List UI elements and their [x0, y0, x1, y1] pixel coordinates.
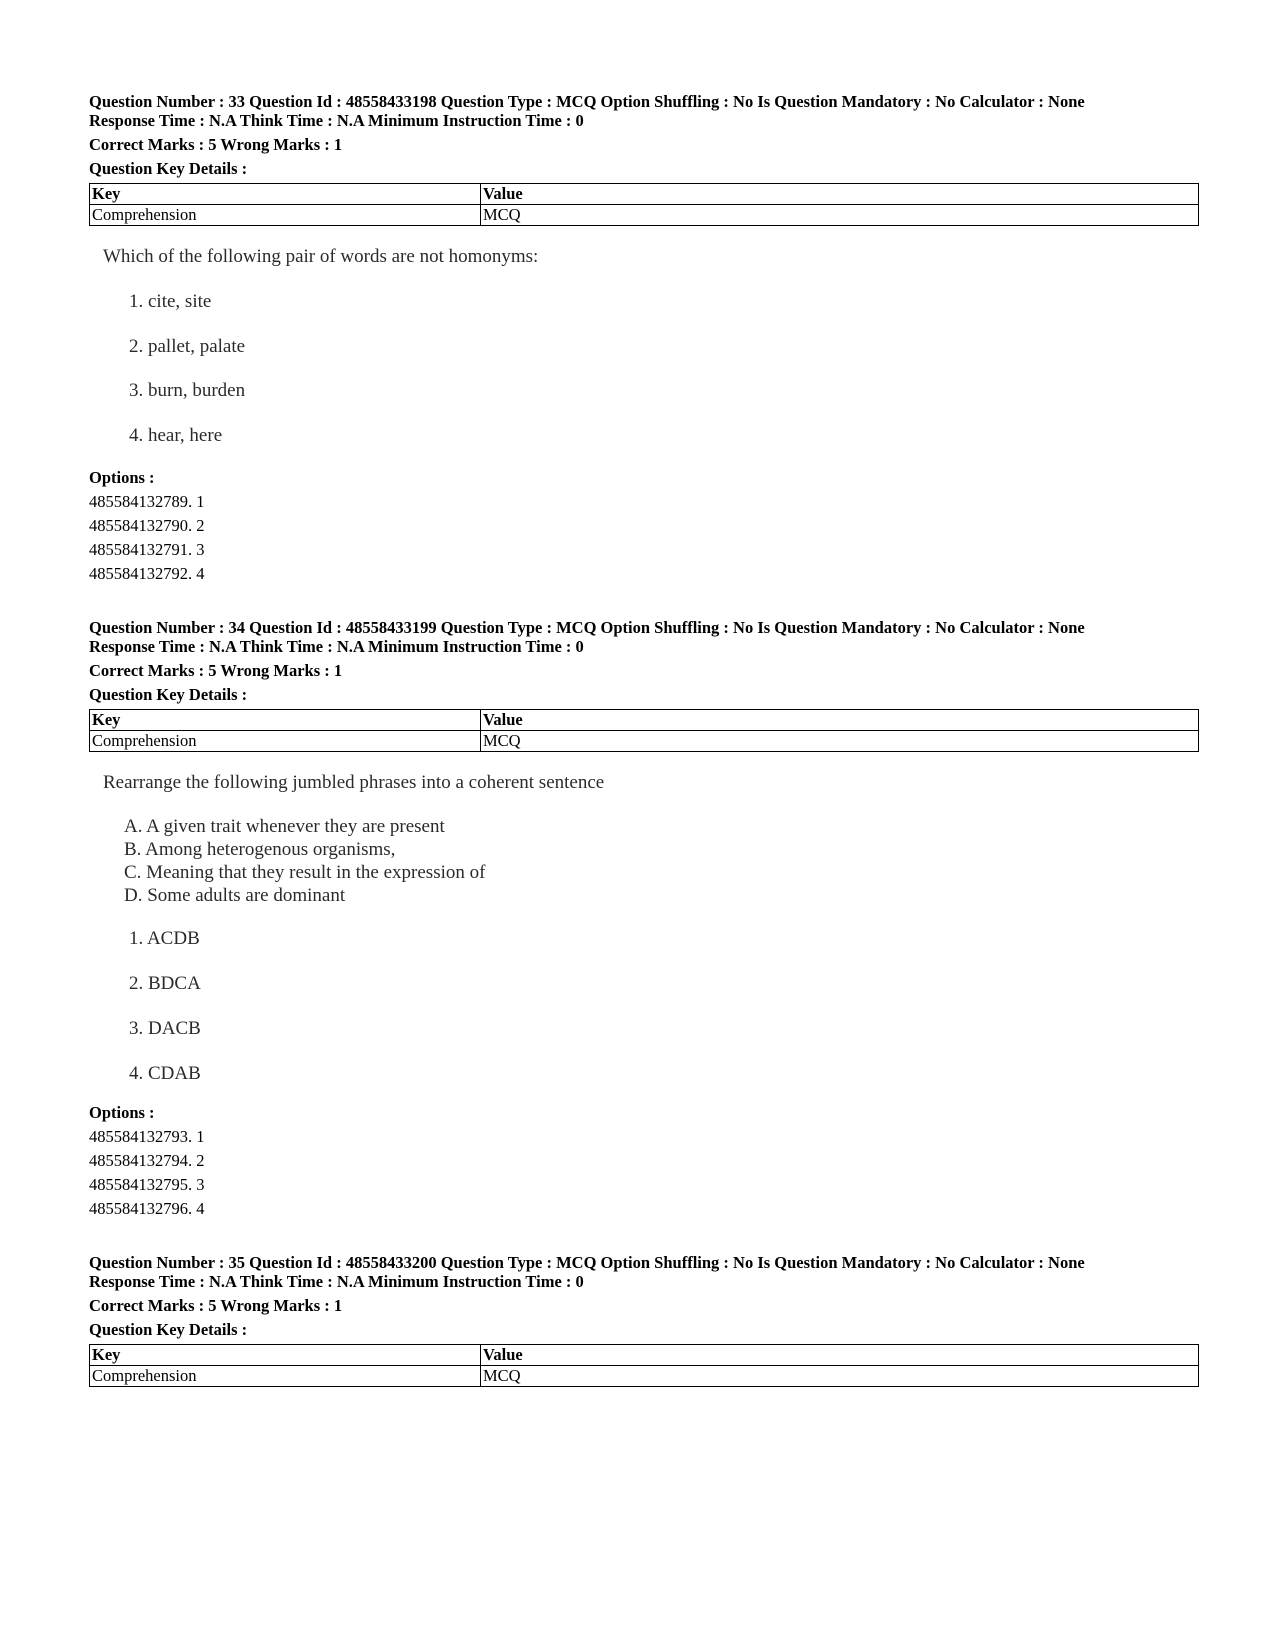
jumbled-phrase: B. Among heterogenous organisms,: [124, 839, 396, 860]
table-value-header: Value: [481, 710, 1199, 731]
table-value-header: Value: [481, 1345, 1199, 1366]
table-key-header: Key: [90, 1345, 481, 1366]
question-key-details-label: Question Key Details :: [89, 159, 248, 178]
question-choice: 2. BDCA: [129, 973, 201, 994]
table-header-row: [90, 184, 1199, 205]
table-row: [90, 731, 1199, 752]
question-key-table: [89, 709, 1199, 752]
question-choice: 4. hear, here: [129, 425, 223, 446]
question-header-line2: Response Time : N.A Think Time : N.A Minimum Instruction Time : 0: [89, 1272, 584, 1291]
question-header-line2: Response Time : N.A Think Time : N.A Minimum Instruction Time : 0: [89, 637, 584, 656]
question-prompt: Which of the following pair of words are not homonyms:: [103, 246, 539, 267]
question-34-meta: [89, 618, 1199, 752]
table-key-cell: Comprehension: [90, 1366, 481, 1387]
question-marks: Correct Marks : 5 Wrong Marks : 1: [89, 135, 343, 154]
table-header-row: [90, 1345, 1199, 1366]
table-row: [90, 1366, 1199, 1387]
table-key-cell: Comprehension: [90, 205, 481, 226]
table-header-row: [90, 710, 1199, 731]
question-header-line2: Response Time : N.A Think Time : N.A Minimum Instruction Time : 0: [89, 111, 584, 130]
table-row: [90, 205, 1199, 226]
question-key-details-label: Question Key Details :: [89, 685, 248, 704]
option-item: 485584132794. 2: [89, 1151, 205, 1170]
option-item: 485584132792. 4: [89, 564, 205, 583]
table-value-cell: MCQ: [481, 1366, 1199, 1387]
question-header-line1: Question Number : 33 Question Id : 48558433198 Question Type : MCQ Option Shuffling : No Is Question Mandatory : No Calculator : None: [89, 92, 1085, 111]
jumbled-phrase: A. A given trait whenever they are present: [124, 816, 445, 837]
question-35-meta: [89, 1253, 1199, 1387]
question-key-details-label: Question Key Details :: [89, 1320, 248, 1339]
table-key-cell: Comprehension: [90, 731, 481, 752]
question-choice: 3. DACB: [129, 1018, 201, 1039]
option-item: 485584132796. 4: [89, 1199, 205, 1218]
question-key-table: [89, 1344, 1199, 1387]
question-choice: 1. ACDB: [129, 928, 200, 949]
option-item: 485584132791. 3: [89, 540, 205, 559]
table-value-cell: MCQ: [481, 731, 1199, 752]
option-item: 485584132790. 2: [89, 516, 205, 535]
options-label: Options :: [89, 1103, 155, 1122]
jumbled-phrase: D. Some adults are dominant: [124, 885, 346, 906]
table-value-header: Value: [481, 184, 1199, 205]
question-choice: 4. CDAB: [129, 1063, 201, 1084]
question-header-line1: Question Number : 35 Question Id : 48558433200 Question Type : MCQ Option Shuffling : No Is Question Mandatory : No Calculator : None: [89, 1253, 1085, 1272]
option-item: 485584132795. 3: [89, 1175, 205, 1194]
question-34-options: [89, 1101, 205, 1221]
question-choice: 2. pallet, palate: [129, 336, 246, 357]
option-item: 485584132793. 1: [89, 1127, 205, 1146]
question-choice: 3. burn, burden: [129, 380, 246, 401]
question-marks: Correct Marks : 5 Wrong Marks : 1: [89, 661, 343, 680]
table-key-header: Key: [90, 710, 481, 731]
table-key-header: Key: [90, 184, 481, 205]
option-item: 485584132789. 1: [89, 492, 205, 511]
table-value-cell: MCQ: [481, 205, 1199, 226]
question-prompt: Rearrange the following jumbled phrases into a coherent sentence: [103, 772, 605, 793]
question-key-table: [89, 183, 1199, 226]
question-marks: Correct Marks : 5 Wrong Marks : 1: [89, 1296, 343, 1315]
question-choice: 1. cite, site: [129, 291, 212, 312]
question-33-options: [89, 466, 205, 586]
options-label: Options :: [89, 468, 155, 487]
question-header-line1: Question Number : 34 Question Id : 48558433199 Question Type : MCQ Option Shuffling : No Is Question Mandatory : No Calculator : None: [89, 618, 1085, 637]
question-33-meta: [89, 92, 1199, 226]
jumbled-phrase: C. Meaning that they result in the expression of: [124, 862, 486, 883]
